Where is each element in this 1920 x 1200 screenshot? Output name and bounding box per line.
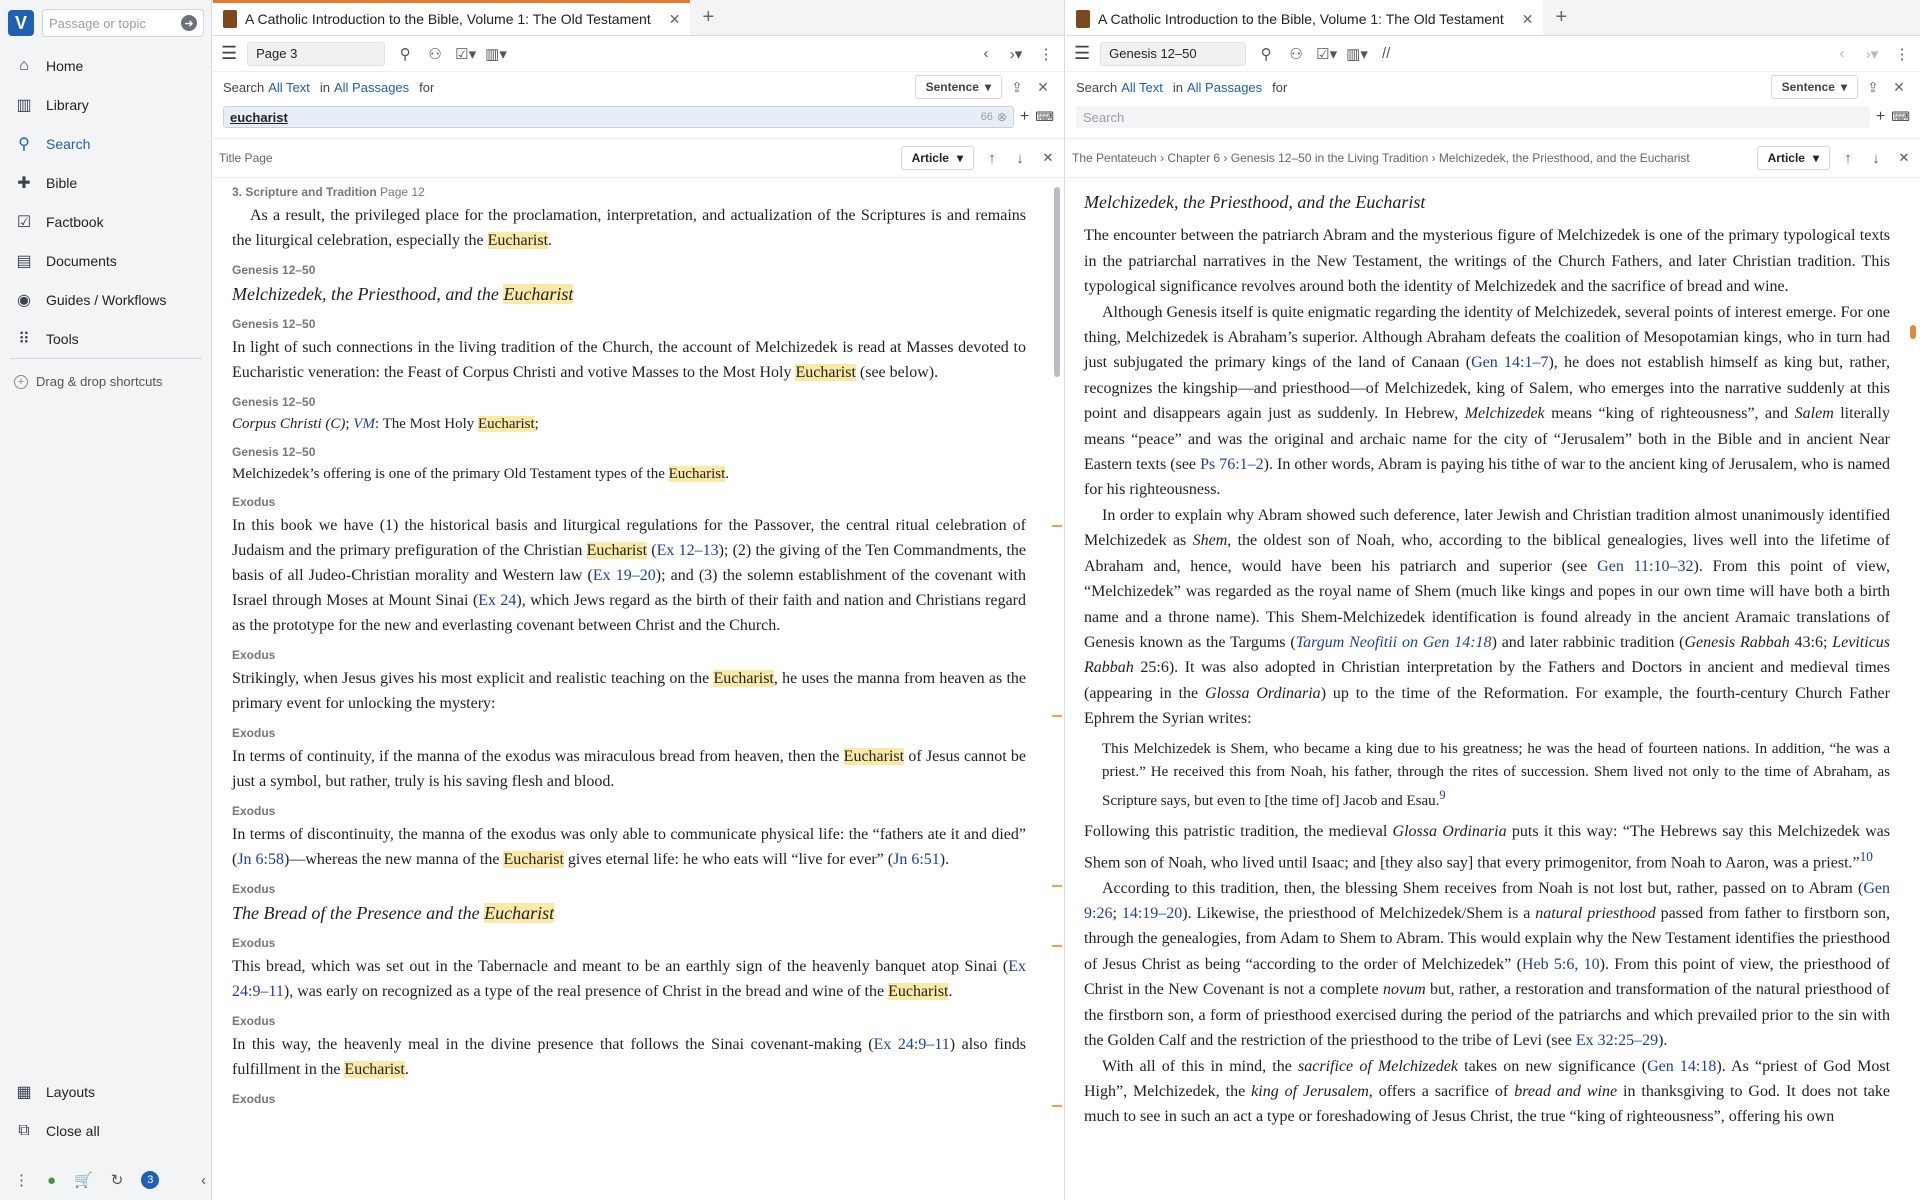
sidebar-item-search[interactable]: ⚲ Search [0, 124, 212, 163]
share-icon[interactable]: ⇪ [1011, 78, 1023, 95]
columns-icon[interactable]: ▥▾ [1346, 45, 1368, 63]
bible-ref-link[interactable]: Ps 76:1–2 [1200, 456, 1264, 474]
result-item[interactable]: Exodus [232, 1092, 276, 1106]
match-mode-select[interactable]: Sentence ▾ [915, 75, 1002, 99]
status-tray [0, 1160, 212, 1200]
add-icon[interactable]: + [1019, 108, 1030, 125]
cart-icon[interactable]: 🛒 [74, 1172, 93, 1189]
scope-link[interactable]: All Text [268, 79, 310, 95]
bible-ref-link[interactable]: Ex 24:9–11 [232, 958, 1026, 1000]
hit-marker [1052, 885, 1062, 887]
reference-box[interactable]: Page 3 [247, 42, 385, 66]
book-icon [223, 10, 237, 28]
result-item[interactable]: Exodus In terms of continuity, if the manna of the exodus was miraculous bread from heaven, then the Eucharist of Jesus cannot be just a symbol, but rather, truly is his saving flesh and blood. [232, 726, 1026, 790]
passage-search-input[interactable]: Passage or topic ➜ [42, 9, 204, 37]
library-icon: ▥ [16, 96, 32, 114]
chevron-down-icon: ▾ [984, 80, 991, 94]
sidebar-item-tools[interactable]: ⠿ Tools [0, 319, 212, 358]
breadcrumb-item[interactable]: Melchizedek, the Priesthood, and the Eucharist [1438, 151, 1690, 165]
breadcrumb-item[interactable]: Chapter 6 [1167, 151, 1221, 165]
hit-marker [1052, 715, 1062, 717]
paragraph: Following this patristic tradition, the medieval Glossa Ordinaria puts it this way: “The Hebrews say this Melchizedek was Shem son of Noah, who lived until Isaac; and [they also say] that every primogenitor, from Noah to Aaron, was a priest.”$^{10}$ [1084, 822, 1891, 872]
close-all-icon: ⧉ [18, 1121, 30, 1139]
paragraph: According to this tradition, then, the blessing Shem receives from Noah is not lost but, rather, passed on to Abram (Gen 9:26; 14:19–20). Likewise, the priesthood of Melchizedek/Shem is a natural priesthood passed from father to firstborn son, through the genealogies, from Adam to Shem to Abram. This would explain why the New Testament identifies the priesthood of Jesus Christ as being “according to the order of Melchizedek” (Heb 5:6, 10). From this point of view, the priesthood of Christ in the New Covenant is not a complete novum but, rather, a restoration and transformation of the natural priesthood of the firstborn son, a form of priesthood exercised during the period of the patriarchs and which prevailed prior to the sin with the Golden Calf and the restriction of the priesthood to the tribe of Levi (see Ex 32:25–29). [1084, 879, 1891, 1050]
sidebar-item-documents[interactable]: ▤ Documents [0, 241, 212, 280]
more-options-icon[interactable]: ⋮ [1894, 45, 1910, 63]
match-mode-select[interactable]: Sentence ▾ [1771, 75, 1858, 99]
new-tab-icon[interactable]: + [1555, 6, 1568, 28]
breadcrumb-item[interactable]: Genesis 12–50 in the Living Tradition [1230, 151, 1429, 165]
sidebar-item-home[interactable]: ⌂ Home [0, 46, 212, 85]
chevron-down-icon: ▾ [956, 151, 963, 165]
go-arrow-icon[interactable]: ➜ [181, 15, 197, 31]
search-input[interactable]: Search [1076, 106, 1870, 128]
factbook-icon: ☑ [16, 213, 32, 231]
panel-menu-icon[interactable]: ☰ [221, 43, 238, 63]
panel-menu-icon[interactable]: ☰ [1074, 43, 1091, 63]
logos-logo-icon[interactable]: V [8, 10, 34, 36]
panel-tab[interactable]: A Catholic Introduction to the Bible, Volume 1: The Old Testament ✕ [213, 0, 690, 35]
scrollbar[interactable] [1908, 185, 1918, 1200]
collapse-sidebar-icon[interactable]: ‹ [201, 1171, 206, 1189]
bible-ref-link[interactable]: Heb 5:6, 10 [1521, 955, 1600, 973]
result-item[interactable]: Exodus In terms of discontinuity, the manna of the exodus was only able to communicate physical life: the “fathers ate it and died” (Jn 6:58)—whereas the new manna of the Eucharist gives eternal life: he who eats will “live for ever” (Jn 6:51). [232, 804, 1026, 868]
bible-ref-link[interactable]: Gen 14:1–7 [1471, 354, 1549, 372]
search-icon: ⚲ [18, 135, 30, 153]
reader-panel: A Catholic Introduction to the Bible, Volume 1: The Old Testament ✕ + ☰ Genesis 12–50 ⚲ ⚇ ☑▾ ▥▾ // ‹ ›▾ ⋮ Search All Text in All Passages for Sentence ▾ ⇪ ✕ Search + ⌨ The Pentateuch › Chapter 6 › Genesis 12–50 in the Living Tradition › Melchizedek, the Priesthood, and the Eucharist Article ▾ ↑ ↓ ✕ Melchizedek, the Priesthood, and the Eucharist The encounter between the patriarch Abram and the mysterious figure of Melchizedek is one of the primary typological texts in the patriarchal narratives in the New Testament, the writings of the Church Fathers, and later Christian tradition. This typological significance revolves around both the identity of Melchizedek and the sacrifice of bread and wine. Although Genesis itself is quite enigmatic regarding the identity of Melchizedek, several points of interest emerge. For one thing, Melchizedek is Abraham’s superior. Although Abraham defeats the coalition of Mesopotamian kings, who in turn had just subjugated the primary kings of the land of Canaan (Gen 14:1–7), he does not establish himself as king but, rather, recognizes the kingship—and priesthood—of Melchizedek, king of Salem, who emerges into the narrative suddenly at this point and disappears again just as suddenly. In Hebrew, Melchizedek means “king of righteousness”, and Salem literally means “peace” and was the original and archaic name for the city of “Jerusalem” both in the Bible and in ancient Near Eastern texts (see Ps 76:1–2). In other words, Abram is paying his tithe of war to the ancient king of Jerusalem, who is named for his righteousness. In order to explain why Abram showed such deference, later Jewish and Christian tradition almost unanimously identified Melchizedek as Shem, the oldest son of Noah, who, according to the biblical genealogies, lives well into the lifetime of Abraham and, hence, would have been his patriarch and superior (see Gen 11:10–32). From this point of view, “Melchizedek” was regarded as the royal name of Shem (much like kings and popes in our own time will have both a birth name and a throne name). This Shem-Melchizedek identification is found already in the ancient Aramaic translations of Genesis known as the Targums (Targum Neofitii on Gen 14:18) and later rabbinic tradition (Genesis Rabbah 43:6; Leviticus Rabbah 25:6). It was also adopted in Christian interpretation by the Fathers and Doctors in ancient and medieval times (appearing in the Glossa Ordinaria) up to the time of the Reformation. For example, the fourth-century Church Father Ephrem the Syrian writes: This Melchizedek is Shem, who became a king due to his greatness; he was the head of fourteen nations. In addition, “he was a priest.” He received this from Noah, his father, through the rites of succession. Shem lived not only to the time of Abraham, as Scripture says, but even to [the time of] Jacob and Esau.$^9$ Following this patristic tradition, the medieval Glossa Ordinaria puts it this way: “The Hebrews say this Melchizedek was Shem son of Noah, who lived until Isaac; and [they also say] that every primogenitor, from Noah to Aaron, was a priest.”$^{10}$ According to this tradition, then, the blessing Shem receives from Noah is not lost but, rather, passed on to Abram (Gen 9:26; 14:19–20). Likewise, the priesthood of Melchizedek/Shem is a natural priesthood passed from father to firstborn son, through the genealogies, from Adam to Shem to Abram. This would explain why the New Testament identifies the priesthood of Jesus Christ as being “according to the order of Melchizedek” (Heb 5:6, 10). From this point of view, the priesthood of Christ in the New Covenant is not a complete novum but, rather, a restoration and transformation of the natural priesthood of the firstborn son, a form of priesthood exercised during the period of the patriarchs and which prevailed prior to the sin with the Golden Calf and the restriction of the priesthood to the tribe of Levi (see Ex 32:25–29). With all of this in mind, the sacrifice of Melchizedek takes on new significance (Gen 14:18). As “priest of God Most High”, Melchizedek, the king of Jerusalem, offers a sacrifice of bread and wine in thanksgiving to God. It does not take much to see in such an act a type or foreshadowing of Jesus Christ, the true “king of righteousness”, offering his own [1066, 0, 1920, 1200]
reference-box[interactable]: Genesis 12–50 [1100, 42, 1246, 66]
more-icon[interactable]: ⋮ [14, 1172, 29, 1189]
bible-ref-link[interactable]: Jn 6:51 [893, 851, 940, 868]
user-icon[interactable]: ● [47, 1171, 57, 1189]
bible-ref-link[interactable]: Ex 24 [478, 592, 517, 609]
visual-filter-icon[interactable]: ☑▾ [1316, 45, 1338, 63]
hit-marker [1052, 945, 1062, 947]
bible-ref-link[interactable]: Ex 12–13 [656, 542, 719, 559]
search-icon[interactable]: ⚲ [399, 45, 411, 63]
bible-ref-link[interactable]: Gen 11:10–32 [1597, 557, 1694, 575]
keyboard-icon[interactable]: ⌨ [1891, 109, 1910, 124]
close-search-icon[interactable]: ✕ [1037, 78, 1049, 95]
visual-filter-icon[interactable]: ☑▾ [455, 45, 477, 63]
passages-link[interactable]: All Passages [1187, 79, 1263, 95]
paragraph: In order to explain why Abram showed such deference, later Jewish and Christian tradition almost unanimously identified Melchizedek as Shem, the oldest son of Noah, who, according to the biblical genealogies, lives well into the lifetime of Abraham and, hence, would have been his patriarch and superior (see Gen 11:10–32). From this point of view, “Melchizedek” was regarded as the royal name of Shem (much like kings and popes in our own time will have both a birth name and a throne name). This Shem-Melchizedek identification is found already in the ancient Aramaic translations of Genesis known as the Targums (Targum Neofitii on Gen 14:18) and later rabbinic tradition (Genesis Rabbah 43:6; Leviticus Rabbah 25:6). It was also adopted in Christian interpretation by the Fathers and Doctors in ancient and medieval times (appearing in the Glossa Ordinaria) up to the time of the Reformation. For example, the fourth-century Church Father Ephrem the Syrian writes: [1084, 506, 1891, 728]
search-results [213, 185, 1048, 1200]
forward-icon[interactable]: ›▾ [1865, 45, 1879, 63]
home-icon: ⌂ [19, 56, 29, 74]
result-item[interactable]: Exodus The Bread of the Presence and the Eucharist [232, 882, 555, 923]
paragraph: The encounter between the patriarch Abram and the mysterious figure of Melchizedek is one of the primary typological texts in the patriarchal narratives in the New Testament, the writings of the Church Fathers, and later Christian tradition. This typological significance revolves around both the identity of Melchizedek and the sacrifice of bread and wine. [1084, 227, 1890, 296]
footnote-marker[interactable]: 10 [1859, 848, 1873, 864]
close-search-icon[interactable]: ✕ [1893, 78, 1905, 95]
documents-icon: ▤ [16, 252, 32, 270]
result-item[interactable]: Genesis 12–50 Melchizedek’s offering is one of the primary Old Testament types of the Eucharist. [232, 445, 730, 482]
result-count: 66 [980, 111, 993, 123]
share-icon[interactable]: ⇪ [1867, 78, 1879, 95]
sidebar [0, 0, 212, 1200]
chevron-down-icon: ▾ [1812, 151, 1819, 165]
bible-ref-link[interactable]: Ex 32:25–29 [1575, 1032, 1659, 1050]
bible-icon: ✚ [17, 174, 31, 192]
hit-marker [1052, 1105, 1062, 1107]
sidebar-divider [10, 358, 202, 359]
back-icon[interactable]: ‹ [1839, 45, 1845, 62]
layouts-icon: ▦ [16, 1083, 32, 1101]
more-options-icon[interactable]: ⋮ [1038, 45, 1054, 63]
close-icon[interactable]: ✕ [1042, 150, 1054, 165]
result-item[interactable]: Exodus This bread, which was set out in the Tabernacle and meant to be an earthly sign of the heavenly banquet atop Sinai (Ex 24:9–11), was early on recognized as a type of the real presence of Christ in the bread and wine of the Eucharist. [232, 936, 1026, 1000]
search-panel: A Catholic Introduction to the Bible, Volume 1: The Old Testament ✕ + ☰ Page 3 ⚲ ⚇ ☑▾ ▥▾ ‹ ›▾ ⋮ Search All Text in All Passages for Sentence ▾ ⇪ ✕ eucharist 66 ⊗ + ⌨ Title Page Article ▾ ↑ ↓ ✕ 3. Scripture and Tradition Page 12 As a result, the privileged place for the proclamation, interpretation, and actualization of the Scriptures is and remains the liturgical celebration, especially the Eucharist. Genesis 12–50 Melchizedek, the Priesthood, and the Eucharist Genesis 12–50 In light of such connections in the living tradition of the Church, the account of Melchizedek is read at Masses devoted to Eucharistic veneration: the Feast of Corpus Christi and votive Masses to the Most Holy Eucharist (see below). Genesis 12–50 Corpus Christi (C); VM: The Most Holy Eucharist; Genesis 12–50 Melchizedek’s offering is one of the primary Old Testament types of the Eucharist. Exodus In this book we have (1) the historical basis and liturgical regulations for the Passover, the central ritual celebration of Judaism and the primary prefiguration of the Christian Eucharist (Ex 12–13); (2) the giving of the Ten Commandments, the basis of all Judeo-Christian morality and Western law (Ex 19–20); and (3) the solemn establishment of the covenant with Israel through Moses at Mount Sinai (Ex 24), which Jews regard as the birth of their faith and nation and Christians regard as the prototype for the new and everlasting covenant between Christ and the Church. Exodus Strikingly, when Jesus gives his most explicit and realistic teaching on the Eucharist, he uses the manna from heaven as the primary event for unlocking the mystery: Exodus In terms of continuity, if the manna of the exodus was miraculous bread from heaven, then the Eucharist of Jesus cannot be just a symbol, but rather, truly is his saving flesh and blood. Exodus In terms of discontinuity, the manna of the exodus was only able to communicate physical life: the “fathers ate it and died” (Jn 6:58)—whereas the new manna of the Eucharist gives eternal life: he who eats will “live for ever” (Jn 6:51). Exodus The Bread of the Presence and the Eucharist Exodus This bread, which was set out in the Tabernacle and meant to be an earthly sign of the heavenly banquet atop Sinai (Ex 24:9–11), was early on recognized as a type of the real presence of Christ in the bread and wine of the Eucharist. Exodus In this way, the heavenly meal in the divine presence that follows the Sinai covenant-making (Ex 24:9–11) also finds fulfillment in the Eucharist. Exodus [213, 0, 1065, 1200]
new-tab-icon[interactable]: + [702, 6, 715, 28]
bible-ref-link[interactable]: Targum Neofitii on Gen 14:18 [1295, 633, 1492, 651]
result-item[interactable]: Genesis 12–50 Corpus Christi (C); VM: The Most Holy Eucharist; [232, 395, 539, 432]
sidebar-item-bible[interactable]: ✚ Bible [0, 163, 212, 202]
close-all-button[interactable]: ⧉ Close all [0, 1111, 212, 1150]
result-item[interactable]: Exodus In this way, the heavenly meal in the divine presence that follows the Sinai covenant-making (Ex 24:9–11) also finds fulfillment in the Eucharist. [232, 1014, 1026, 1078]
book-icon [1076, 10, 1090, 28]
bible-ref-link[interactable]: Ex 19–20 [592, 567, 656, 584]
bible-ref-link[interactable]: Gen 9:26 [1084, 879, 1890, 923]
bible-ref-link[interactable]: Jn 6:58 [237, 851, 284, 868]
prev-result-icon[interactable]: ↑ [1844, 149, 1852, 167]
result-item[interactable]: Genesis 12–50 Melchizedek, the Priesthood, and the Eucharist [232, 263, 574, 304]
scope-link[interactable]: All Text [1121, 79, 1163, 95]
result-item[interactable]: 3. Scripture and Tradition Page 12 As a result, the privileged place for the proclamation, interpretation, and actualization of the Scriptures is and remains the liturgical celebration, especially the Eucharist. [232, 185, 1026, 249]
layouts-button[interactable]: ▦ Layouts [0, 1072, 212, 1111]
plus-circle-icon: + [14, 375, 28, 389]
paragraph: Although Genesis itself is quite enigmatic regarding the identity of Melchizedek, several points of interest emerge. For one thing, Melchizedek is Abraham’s superior. Although Abraham defeats the coalition of Mesopotamian kings, who in turn had just subjugated the primary kings of the land of Canaan (Gen 14:1–7), he does not establish himself as king but, rather, recognizes the kingship—and priesthood—of Melchizedek, king of Salem, who emerges into the narrative suddenly at this point and disappears again just as suddenly. In Hebrew, Melchizedek means “king of righteousness”, and Salem literally means “peace” and was the original and archaic name for the city of “Jerusalem” both in the Bible and in ancient Near Eastern texts (see Ps 76:1–2). In other words, Abram is paying his tithe of war to the ancient king of Jerusalem, who is named for his righteousness. [1084, 303, 1890, 499]
next-result-icon[interactable]: ↓ [1872, 149, 1880, 167]
view-mode-select[interactable]: Article ▾ [901, 146, 974, 170]
footnote-marker[interactable]: 9 [1439, 787, 1446, 802]
passages-link[interactable]: All Passages [334, 79, 410, 95]
close-tab-icon[interactable]: ✕ [668, 10, 681, 27]
sidebar-item-guides[interactable]: ◉ Guides / Workflows [0, 280, 212, 319]
search-input[interactable]: eucharist 66 ⊗ [223, 106, 1014, 128]
scroll-thumb[interactable] [1054, 187, 1060, 377]
back-icon[interactable]: ‹ [983, 45, 989, 62]
next-result-icon[interactable]: ↓ [1016, 149, 1024, 167]
sidebar-item-library[interactable]: ▥ Library [0, 85, 212, 124]
prev-result-icon[interactable]: ↑ [988, 149, 996, 167]
result-item[interactable]: Exodus Strikingly, when Jesus gives his most explicit and realistic teaching on the Eucharist, he uses the manna from heaven as the primary event for unlocking the mystery: [232, 648, 1026, 712]
people-icon[interactable]: ⚇ [428, 45, 442, 63]
search-icon[interactable]: ⚲ [1260, 45, 1272, 63]
section-heading: Melchizedek, the Priesthood, and the Eucharist [1084, 192, 1426, 212]
breadcrumb: The Pentateuch › Chapter 6 › Genesis 12–50 in the Living Tradition › Melchizedek, the Priesthood, and the Eucharist [1072, 151, 1690, 165]
chevron-down-icon: ▾ [1840, 80, 1847, 94]
forward-icon[interactable]: ›▾ [1009, 45, 1023, 63]
bible-ref-link[interactable]: Gen 14:18 [1647, 1057, 1717, 1075]
keyboard-icon[interactable]: ⌨ [1035, 109, 1054, 124]
panel-tab[interactable]: A Catholic Introduction to the Bible, Volume 1: The Old Testament ✕ [1066, 0, 1543, 35]
document-text [1066, 185, 1904, 1200]
scrollbar[interactable] [1052, 185, 1062, 1200]
notification-badge[interactable]: 3 [141, 1171, 159, 1189]
close-icon[interactable]: ✕ [1898, 150, 1910, 165]
parallel-icon[interactable]: // [1381, 45, 1391, 62]
clear-icon[interactable]: ⊗ [996, 110, 1007, 124]
people-icon[interactable]: ⚇ [1289, 45, 1303, 63]
hit-marker [1052, 525, 1062, 527]
sidebar-item-factbook[interactable]: ☑ Factbook [0, 202, 212, 241]
paragraph: With all of this in mind, the sacrifice of Melchizedek takes on new significance (Gen 14:18). As “priest of God Most High”, Melchizedek, the king of Jerusalem, offers a sacrifice of bread and wine in thanksgiving to God. It does not take much to see in such an act a type or foreshadowing of Jesus Christ, the true “king of righteousness”, offering his own [1084, 1057, 1891, 1126]
sync-icon[interactable]: ↻ [110, 1172, 124, 1189]
view-mode-select[interactable]: Article ▾ [1757, 146, 1830, 170]
drag-drop-shortcuts[interactable]: + Drag & drop shortcuts [14, 374, 162, 389]
result-item[interactable]: Exodus In this book we have (1) the historical basis and liturgical regulations for the Passover, the central ritual celebration of Judaism and the primary prefiguration of the Christian Eucharist (Ex 12–13); (2) the giving of the Ten Commandments, the basis of all Judeo-Christian morality and Western law (Ex 19–20); and (3) the solemn establishment of the covenant with Israel through Moses at Mount Sinai (Ex 24), which Jews regard as the birth of their faith and nation and Christians regard as the prototype for the new and everlasting covenant between Christ and the Church. [232, 495, 1027, 634]
bible-ref-link[interactable]: 14:19–20 [1121, 905, 1183, 923]
bible-ref-link[interactable]: Ex 24:9–11 [873, 1036, 950, 1053]
scroll-thumb[interactable] [1910, 325, 1916, 339]
page-title: Title Page [219, 151, 273, 165]
result-item[interactable]: Genesis 12–50 In light of such connections in the living tradition of the Church, the account of Melchizedek is read at Masses devoted to Eucharistic veneration: the Feast of Corpus Christi and votive Masses to the Most Holy Eucharist (see below). [232, 317, 1026, 381]
columns-icon[interactable]: ▥▾ [485, 45, 507, 63]
guides-icon: ◉ [17, 291, 31, 309]
tools-icon: ⠿ [18, 330, 30, 348]
add-icon[interactable]: + [1875, 108, 1886, 125]
breadcrumb-item[interactable]: The Pentateuch [1072, 151, 1157, 165]
block-quote: This Melchizedek is Shem, who became a king due to his greatness; he was the head of fourteen nations. In addition, “he was a priest.” He received this from Noah, his father, through the rites of succession. Shem lived not only to the time of Abraham, as Scripture says, but even to [the time of] Jacob and Esau.$^9$ [1102, 740, 1890, 809]
close-tab-icon[interactable]: ✕ [1521, 10, 1534, 27]
